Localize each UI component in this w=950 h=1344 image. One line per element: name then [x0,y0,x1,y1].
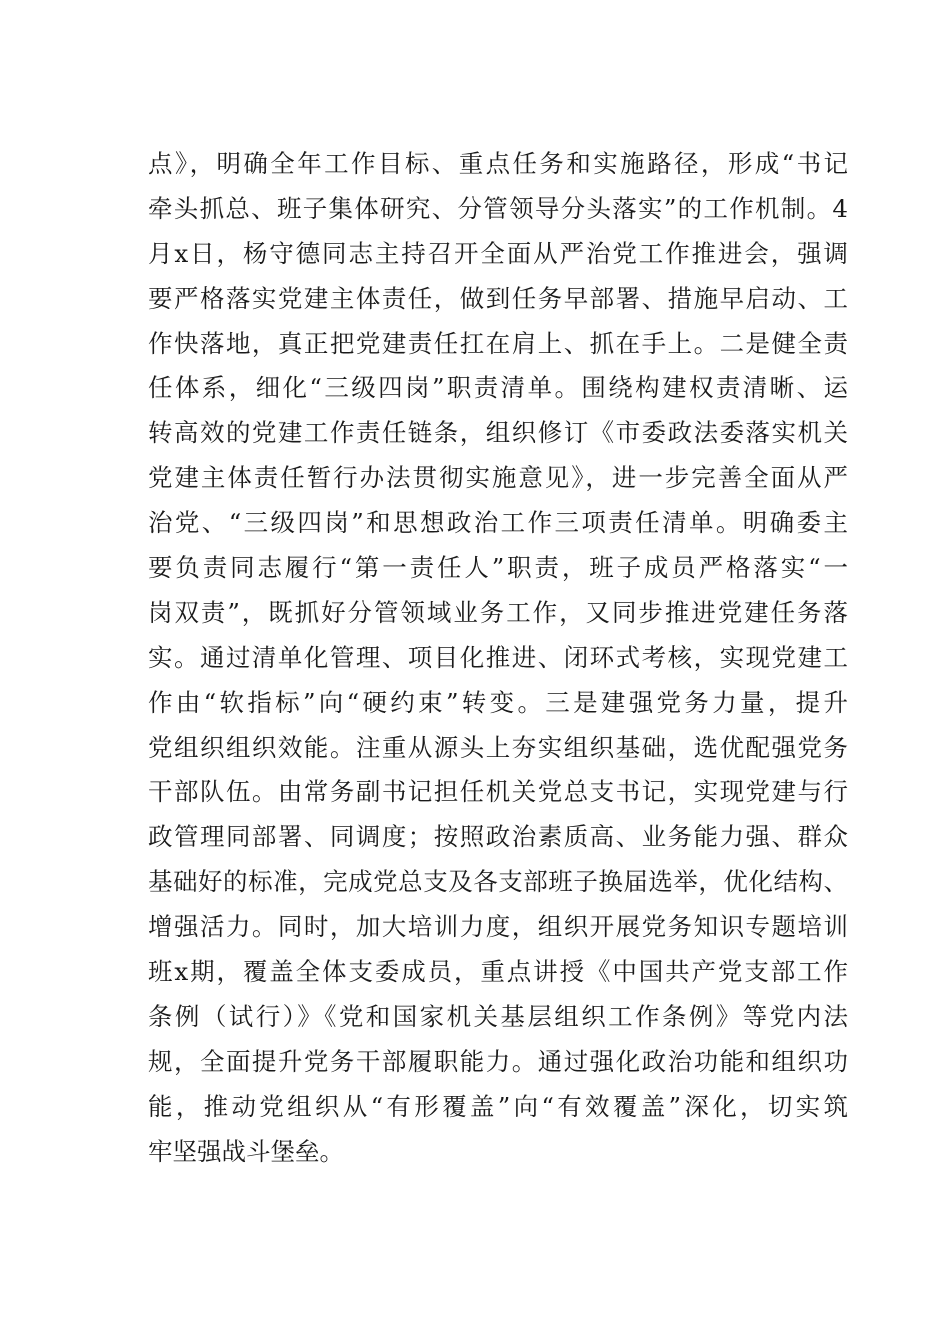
text-line: 点》，明确全年工作目标、重点任务和实施路径，形成“书记 [148,149,848,178]
text-line: 规，全面提升党务干部履职能力。通过强化政治功能和组织功 [148,1046,848,1076]
text-line: 实。通过清单化管理、项目化推进、闭环式考核，实现党建工 [148,642,848,672]
text-line: 作由“软指标”向“硬约束”转变。三是建强党务力量，提升 [148,687,848,717]
text-line: 基础好的标准，完成党总支及各支部班子换届选举，优化结构、 [148,867,848,897]
text-line: 政管理同部署、同调度；按照政治素质高、业务能力强、群众 [148,822,848,852]
text-line: 条例（试行）》《党和国家机关基层组织工作条例》等党内法 [148,1001,848,1031]
text-line: 岗双责”，既抓好分管领域业务工作，又同步推进党建任务落 [148,597,848,627]
text-line: 班x期，覆盖全体支委成员，重点讲授《中国共产党支部工作 [148,957,848,987]
text-line: 党建主体责任暂行办法贯彻实施意见》，进一步完善全面从严 [148,463,848,493]
text-line: 增强活力。同时，加大培训力度，组织开展党务知识专题培训 [148,912,848,942]
text-line: 任体系，细化“三级四岗”职责清单。围绕构建权责清晰、运 [148,373,848,403]
text-line: 治党、“三级四岗”和思想政治工作三项责任清单。明确委主 [148,508,848,538]
text-line: 牢坚强战斗堡垒。 [148,1136,344,1166]
text-line: 要负责同志履行“第一责任人”职责，班子成员严格落实“一 [148,553,848,583]
text-line: 党组织组织效能。注重从源头上夯实组织基础，选优配强党务 [148,732,848,762]
text-line: 牵头抓总、班子集体研究、分管领导分头落实”的工作机制。4 [148,193,848,223]
text-line: 能，推动党组织从“有形覆盖”向“有效覆盖”深化，切实筑 [148,1091,848,1121]
body-paragraph [148,142,848,1174]
text-line: 月x日，杨守德同志主持召开全面从严治党工作推进会，强调 [148,238,848,268]
text-line: 干部队伍。由常务副书记担任机关党总支书记，实现党建与行 [148,777,848,807]
text-line: 作快落地，真正把党建责任扛在肩上、抓在手上。二是健全责 [148,328,848,358]
text-line: 要严格落实党建主体责任，做到任务早部署、措施早启动、工 [148,283,848,313]
text-line: 转高效的党建工作责任链条，组织修订《市委政法委落实机关 [148,418,848,448]
